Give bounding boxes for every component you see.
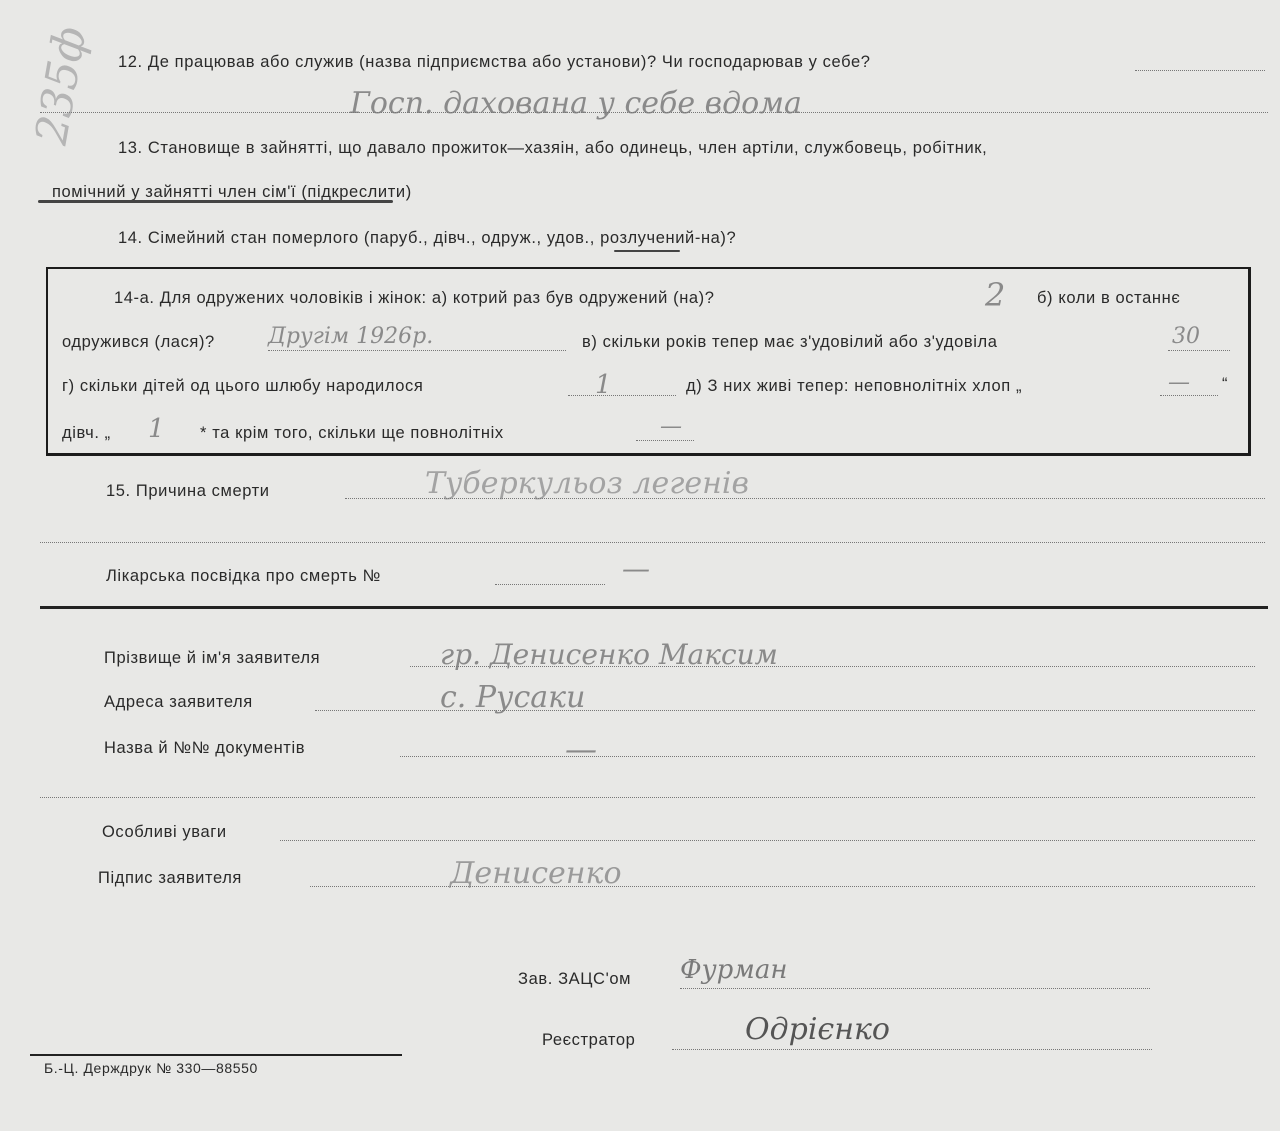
q14a-answer-girls[interactable]: 1 bbox=[148, 414, 165, 444]
q14a-answer-b[interactable]: Другім 1926р. bbox=[268, 324, 434, 349]
registrar-signature[interactable]: Одрієнко bbox=[745, 1012, 890, 1047]
head-signature[interactable]: Фурман bbox=[680, 955, 788, 985]
q12-line-2 bbox=[40, 112, 1268, 113]
q14a-line3: г) скільки дітей од цього шлюбу народилося bbox=[62, 377, 424, 395]
footer-rule bbox=[30, 1054, 402, 1056]
section-divider bbox=[40, 606, 1268, 609]
q13-label-1: 13. Становище в зайнятті, що давало прожиток—хазяін, або одинець, член артіли, службовець, робітник, bbox=[118, 139, 988, 157]
q14a-line-boys bbox=[1160, 395, 1218, 396]
underline-mark bbox=[614, 250, 680, 252]
q14a-line2: одружився (лася)? bbox=[62, 333, 215, 351]
q14a-line1b: б) коли в останнє bbox=[1037, 289, 1181, 307]
q15-label: 15. Причина смерти bbox=[106, 482, 270, 500]
signature-line bbox=[310, 886, 1255, 887]
notes-line bbox=[280, 840, 1255, 841]
q14a-line-v bbox=[1168, 350, 1230, 351]
medical-line bbox=[495, 584, 605, 585]
medical-answer[interactable]: — bbox=[622, 552, 650, 585]
q12-answer[interactable]: Госп. дахована у себе вдома bbox=[350, 86, 802, 121]
q14a-answer-boys[interactable]: — bbox=[1168, 370, 1190, 395]
q14a-quote-close: “ bbox=[1222, 375, 1229, 393]
applicant-name-value[interactable]: гр. Денисенко Максим bbox=[440, 638, 778, 671]
margin-note: 235ф bbox=[25, 22, 97, 149]
underline-mark bbox=[38, 200, 393, 203]
q15-line-2 bbox=[40, 542, 1265, 543]
applicant-name-label: Прізвище й ім'я заявителя bbox=[104, 649, 321, 667]
q14a-line4b: * та крім того, скільки ще повнолітніх bbox=[200, 424, 504, 442]
q12-line-1 bbox=[1135, 70, 1265, 71]
q14a-answer-a[interactable]: 2 bbox=[985, 276, 1006, 314]
q14a-line-b bbox=[268, 350, 566, 351]
applicant-name-line bbox=[410, 666, 1255, 667]
q14a-line3b: д) З них живі тепер: неповнолітніх хлоп „ bbox=[686, 377, 1023, 395]
registrar-line bbox=[672, 1049, 1152, 1050]
q15-answer[interactable]: Туберкульоз легенів bbox=[425, 466, 749, 501]
printer-imprint: Б.-Ц. Держдрук № 330—88550 bbox=[44, 1060, 258, 1076]
medical-label: Лікарська посвідка про смерть № bbox=[106, 567, 381, 585]
applicant-address-label: Адреса заявителя bbox=[104, 693, 253, 711]
q14a-line4: дівч. „ bbox=[62, 424, 111, 442]
applicant-address-value[interactable]: с. Русаки bbox=[440, 680, 586, 715]
q14a-line1: 14-а. Для одружених чоловіків і жінок: а) котрий раз був одружений (на)? bbox=[114, 289, 715, 307]
q14a-answer-v[interactable]: 30 bbox=[1172, 324, 1200, 349]
head-label: Зав. ЗАЦС'ом bbox=[518, 970, 632, 988]
q14a-answer-adults[interactable]: — bbox=[660, 414, 682, 439]
notes-label: Особливі уваги bbox=[102, 823, 227, 841]
q14a-line2b: в) скільки років тепер має з'удовілий або з'удовіла bbox=[582, 333, 998, 351]
q14a-answer-g[interactable]: 1 bbox=[595, 370, 612, 400]
applicant-docs-line-2 bbox=[40, 797, 1255, 798]
q14-label: 14. Сімейний стан померлого (паруб., дівч., одруж., удов., розлучений-на)? bbox=[118, 229, 737, 247]
applicant-docs-label: Назва й №№ документів bbox=[104, 739, 306, 757]
q12-label: 12. Де працював або служив (назва підприємства або установи)? Чи господарював у себе? bbox=[118, 53, 871, 71]
applicant-docs-line-1 bbox=[400, 756, 1255, 757]
applicant-docs-value[interactable]: — bbox=[565, 730, 597, 768]
q13-label-2: помічний у зайнятті член сім'ї (підкреслити) bbox=[52, 183, 412, 201]
q14a-line-g bbox=[568, 395, 676, 396]
q14a-line-adults bbox=[636, 440, 694, 441]
registrar-label: Реєстратор bbox=[542, 1031, 636, 1049]
head-line bbox=[680, 988, 1150, 989]
applicant-signature[interactable]: Денисенко bbox=[450, 856, 622, 891]
applicant-address-line bbox=[315, 710, 1255, 711]
signature-label: Підпис заявителя bbox=[98, 869, 242, 887]
q15-line-1 bbox=[345, 498, 1265, 499]
